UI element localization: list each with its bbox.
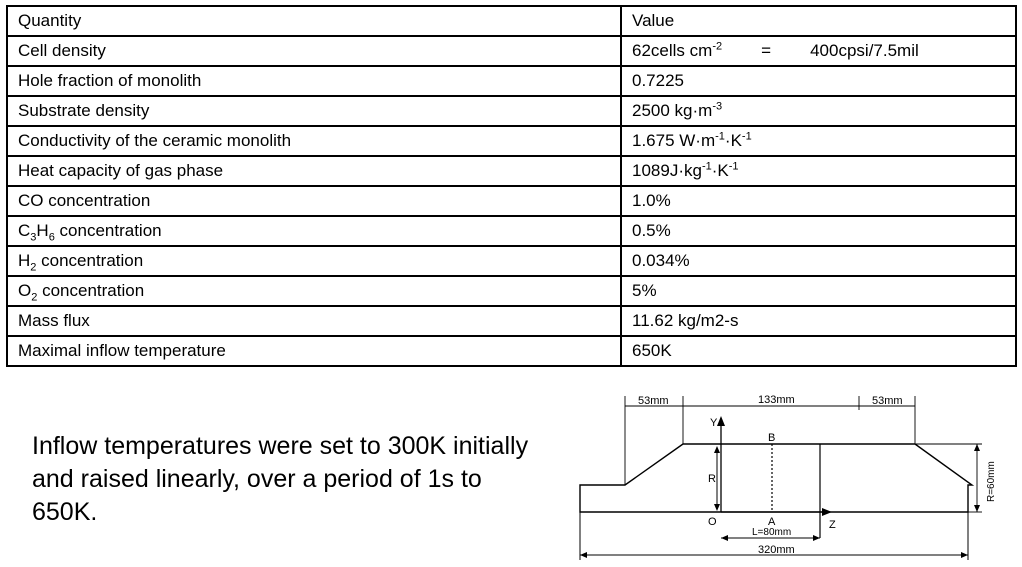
dim-arrow (961, 552, 968, 558)
table-header-row (7, 6, 1016, 36)
row-quantity: CO concentration (7, 186, 621, 216)
row-value (621, 156, 1016, 186)
row-value: 0.5% (621, 216, 1016, 246)
value-exponent: -3 (712, 100, 723, 113)
table-row (7, 246, 1016, 276)
row-value: 650K (621, 336, 1016, 366)
row-value (621, 36, 1016, 66)
formula-suffix: concentration (37, 281, 145, 300)
row-value (621, 126, 1016, 156)
value-exponent: -1 (728, 160, 739, 173)
origin-label: O (708, 516, 717, 528)
value-text: ·K (724, 131, 742, 150)
dim-right-label: 53mm (872, 395, 903, 407)
y-axis-label: Y (710, 417, 718, 429)
row-quantity: Hole fraction of monolith (7, 66, 621, 96)
dim-left-label: 53mm (638, 395, 669, 407)
formula-subscript: 2 (30, 261, 37, 274)
row-quantity: Substrate density (7, 96, 621, 126)
y-axis-arrow (717, 416, 725, 426)
value-text: 2500 kg·m (632, 101, 713, 120)
value-alt-text: 400cpsi/7.5mil (810, 41, 919, 60)
row-value: 11.62 kg/m2-s (621, 306, 1016, 336)
point-a-label: A (768, 516, 776, 528)
row-value: 1.0% (621, 186, 1016, 216)
table-row (7, 186, 1016, 216)
table-row (7, 126, 1016, 156)
inflow-note: Inflow temperatures were set to 300K initially and raised linearly, over a period of 1s to 650K. (32, 432, 529, 526)
dim-total-label: 320mm (758, 544, 795, 556)
value-text: 1089J·kg (632, 161, 702, 180)
dim-mid-label: 133mm (758, 394, 795, 406)
row-value: 5% (621, 276, 1016, 306)
equals-sign: = (761, 41, 772, 60)
dim-arrow (813, 535, 820, 541)
monolith-geometry-diagram (570, 392, 1010, 564)
value-exponent: -2 (712, 40, 723, 53)
row-quantity: Conductivity of the ceramic monolith (7, 126, 621, 156)
point-b-label: B (768, 432, 776, 444)
row-value: 0.7225 (621, 66, 1016, 96)
value-text: 1.675 W·m (632, 131, 716, 150)
monolith-outline (580, 444, 972, 512)
value-exponent: -1 (701, 160, 712, 173)
z-axis-label: Z (829, 519, 836, 531)
dim-arrow (974, 444, 980, 451)
formula-subscript: 2 (31, 291, 38, 304)
formula-text: H (36, 221, 49, 240)
radius-label: R (708, 473, 716, 485)
row-quantity (7, 246, 621, 276)
table-row (7, 156, 1016, 186)
dim-radius-label: R=60mm (986, 461, 997, 502)
z-axis-arrow (822, 508, 832, 516)
table-row (7, 336, 1016, 366)
dim-length-label: L=80mm (752, 527, 792, 538)
table-row (7, 306, 1016, 336)
formula-subscript: 3 (30, 231, 37, 244)
table-row (7, 36, 1016, 66)
table-row (7, 216, 1016, 246)
formula-text: O (18, 281, 32, 300)
value-text: ·K (711, 161, 729, 180)
value-exponent: -1 (715, 130, 725, 143)
formula-subscript: 6 (48, 231, 55, 244)
row-value (621, 96, 1016, 126)
row-quantity (7, 276, 621, 306)
formula-text: H (18, 251, 31, 270)
table-row (7, 96, 1016, 126)
row-quantity (7, 216, 621, 246)
table-row (7, 66, 1016, 96)
parameters-table (6, 5, 1017, 367)
row-quantity: Mass flux (7, 306, 621, 336)
formula-suffix: concentration (36, 251, 144, 270)
radius-arrow-head-bottom (714, 504, 720, 511)
dim-arrow (580, 552, 587, 558)
table-row (7, 276, 1016, 306)
value-exponent: -1 (741, 130, 752, 143)
header-quantity: Quantity (7, 6, 621, 36)
row-quantity: Heat capacity of gas phase (7, 156, 621, 186)
value-text: 62cells cm (632, 41, 713, 60)
row-value: 0.034% (621, 246, 1016, 276)
row-quantity: Cell density (7, 36, 621, 66)
header-value: Value (621, 6, 1016, 36)
row-quantity: Maximal inflow temperature (7, 336, 621, 366)
formula-suffix: concentration (54, 221, 162, 240)
formula-text: C (18, 221, 31, 240)
dim-arrow (721, 535, 728, 541)
radius-arrow-head-top (714, 446, 720, 453)
dim-arrow (974, 505, 980, 512)
